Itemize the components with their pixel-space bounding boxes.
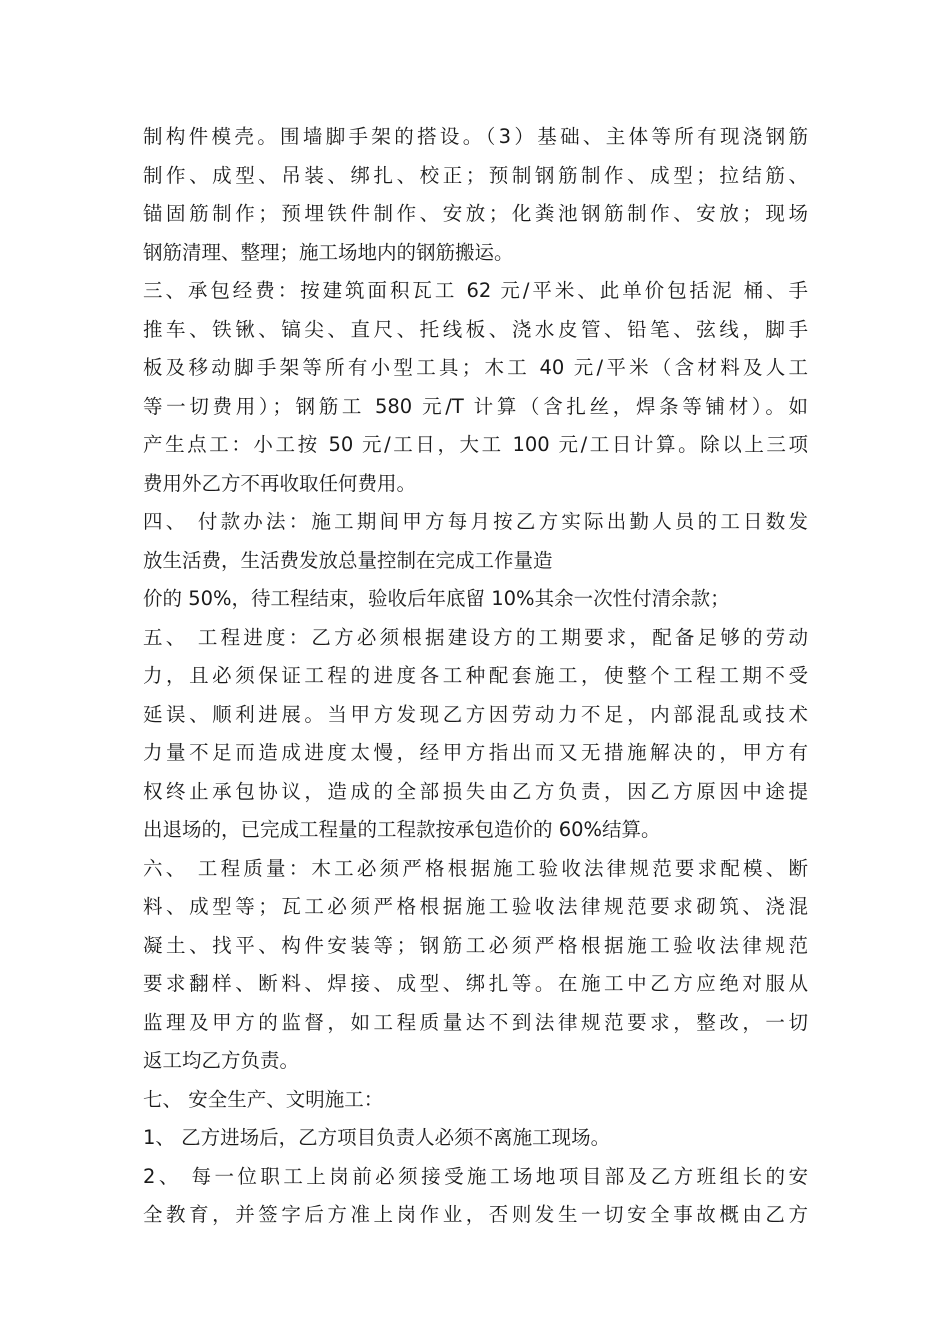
text-line: 七、 安全生产、文明施工： (143, 1087, 384, 1111)
text-line: 锚固筋制作；预埋铁件制作、安放；化粪池钢筋制作、安放；现场 (143, 202, 808, 225)
document-body (143, 118, 808, 1235)
text-line: 监理及甲方的监督，如工程质量达不到法律规范要求，整改，一切 (143, 1010, 808, 1034)
text-line: 凝土、找平、构件安装等；钢筋工必须严格根据施工验收法律规范 (143, 933, 808, 957)
text-line: 2、 每一位职工上岗前必须接受施工场地项目部及乙方班组长的安 (143, 1164, 808, 1188)
text-line: 钢筋清理、整理；施工场地内的钢筋搬运。 (143, 240, 514, 264)
text-line: 料、成型等；瓦工必须严格根据施工验收法律规范要求砌筑、浇混 (143, 895, 808, 918)
text-line: 三、承包经费：按建筑面积瓦工 62 元/平米、此单价包括泥 桶、手 (143, 279, 808, 302)
text-line: 等一切费用）；钢筋工 580 元/T 计算（含扎丝，焊条等铺材）。如 (143, 394, 808, 418)
text-line: 板及移动脚手架等所有小型工具；木工 40 元/平米（含材料及人工 (143, 356, 808, 379)
text-line: 要求翻样、断料、焊接、成型、绑扎等。在施工中乙方应绝对服从 (143, 972, 808, 995)
text-line: 六、 工程质量：木工必须严格根据施工验收法律规范要求配模、断 (143, 856, 808, 880)
text-line: 全教育，并签字后方准上岗作业，否则发生一切安全事故概由乙方 (143, 1203, 808, 1226)
text-line: 费用外乙方不再收取任何费用。 (143, 471, 417, 495)
text-line: 推车、铁锹、镐尖、直尺、托线板、浇水皮管、铅笔、弦线，脚手 (143, 317, 808, 341)
text-line: 延误、顺利进展。当甲方发现乙方因劳动力不足，内部混乱或技术 (143, 702, 808, 726)
text-line: 价的 50%，待工程结束，验收后年底留 10%其余一次性付清余款； (143, 587, 730, 610)
text-line: 放生活费，生活费发放总量控制在完成工作量造 (143, 548, 553, 572)
text-line: 力量不足而造成进度太慢，经甲方指出而又无措施解决的，甲方有 (143, 741, 808, 764)
text-line: 产生点工：小工按 50 元/工日，大工 100 元/工日计算。除以上三项 (143, 433, 808, 456)
text-line: 权终止承包协议，造成的全部损失由乙方负责，因乙方原因中途提 (143, 779, 808, 803)
text-line: 1、 乙方进场后，乙方项目负责人必须不离施工现场。 (143, 1126, 611, 1149)
text-line: 返工均乙方负责。 (143, 1049, 300, 1072)
text-line: 制构件模壳。围墙脚手架的搭设。（3）基础、主体等所有现浇钢筋 (143, 125, 808, 148)
text-line: 出退场的，已完成工程量的工程款按承包造价的 60%结算。 (143, 818, 661, 841)
text-line: 力，且必须保证工程的进度各工种配套施工，使整个工程工期不受 (143, 664, 808, 687)
text-line: 四、 付款办法：施工期间甲方每月按乙方实际出勤人员的工日数发 (143, 510, 808, 533)
text-line: 五、 工程进度：乙方必须根据建设方的工期要求，配备足够的劳动 (143, 625, 808, 649)
text-line: 制作、成型、吊装、绑扎、校正；预制钢筋制作、成型；拉结筋、 (143, 163, 808, 187)
